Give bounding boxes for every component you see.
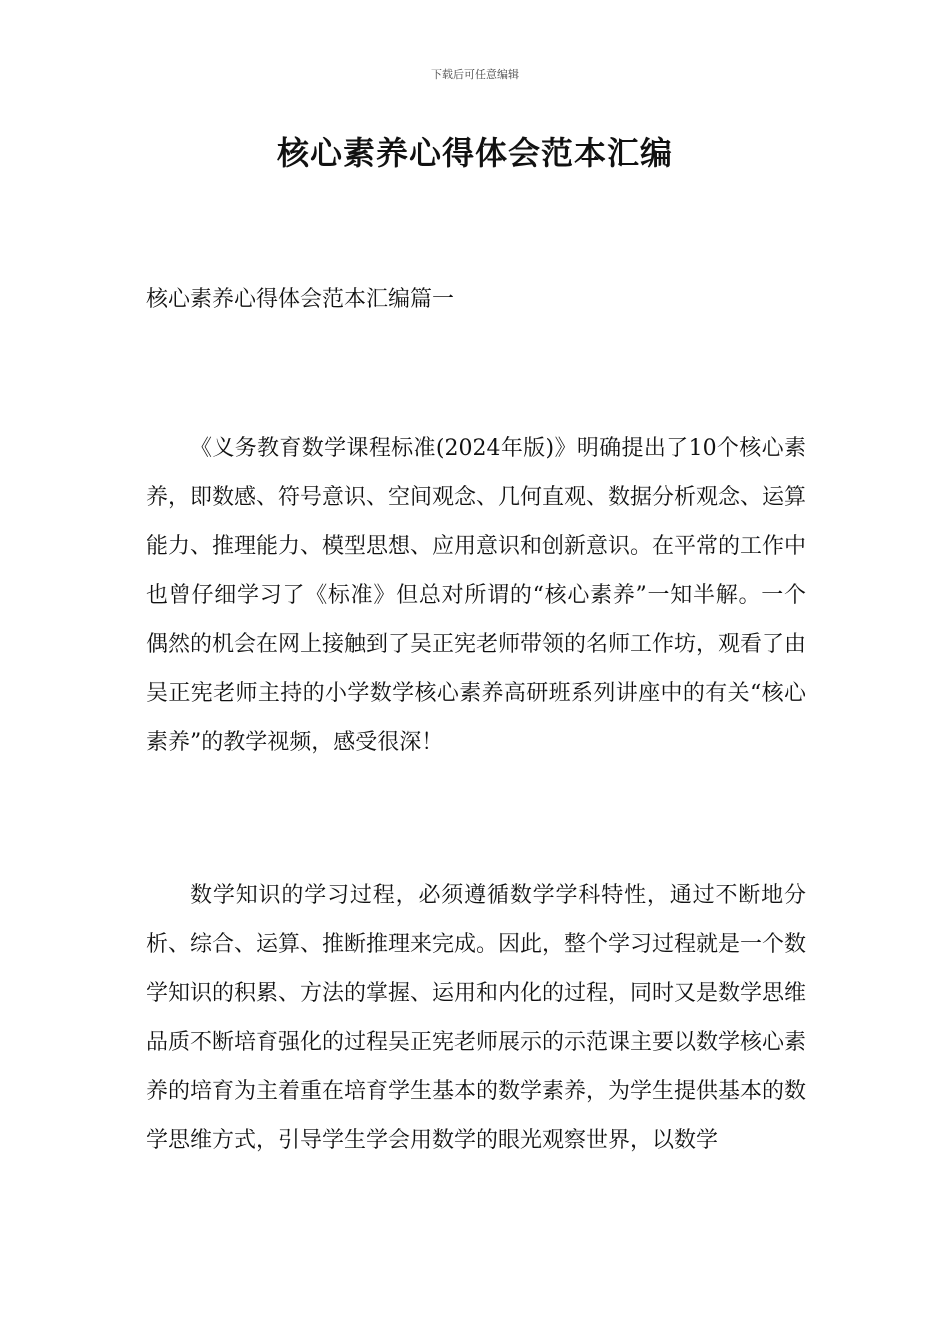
section-heading: 核心素养心得体会范本汇编篇一 <box>146 287 455 312</box>
header-note: 下载后可任意编辑 <box>431 68 519 81</box>
body-paragraph-1: 《义务教育数学课程标准(2024年版)》明确提出了10个核心素养，即数感、符号意识、空间观念、几何直观、数据分析观念、运算能力、推理能力、模型思想、应用意识和创新意识。在平常的工作中也曾仔细学习了《标准》但总对所谓的“核心素养”一知半解。一个偶然的机会在网上接触到了吴正宪老师带领的名师工作坊，观看了由吴正宪老师主持的小学数学核心素养高研班系列讲座中的有关“核心素养”的教学视频，感受很深！ <box>146 436 807 755</box>
body-paragraph-2: 数学知识的学习过程，必须遵循数学学科特性，通过不断地分析、综合、运算、推断推理来完成。因此，整个学习过程就是一个数学知识的积累、方法的掌握、运用和内化的过程，同时又是数学思维品质不断培育强化的过程吴正宪老师展示的示范课主要以数学核心素养的培育为主着重在培育学生基本的数学素养，为学生提供基本的数学思维方式，引导学生学会用数学的眼光观察世界，以数学 <box>146 883 807 1153</box>
document-title: 核心素养心得体会范本汇编 <box>276 134 673 172</box>
